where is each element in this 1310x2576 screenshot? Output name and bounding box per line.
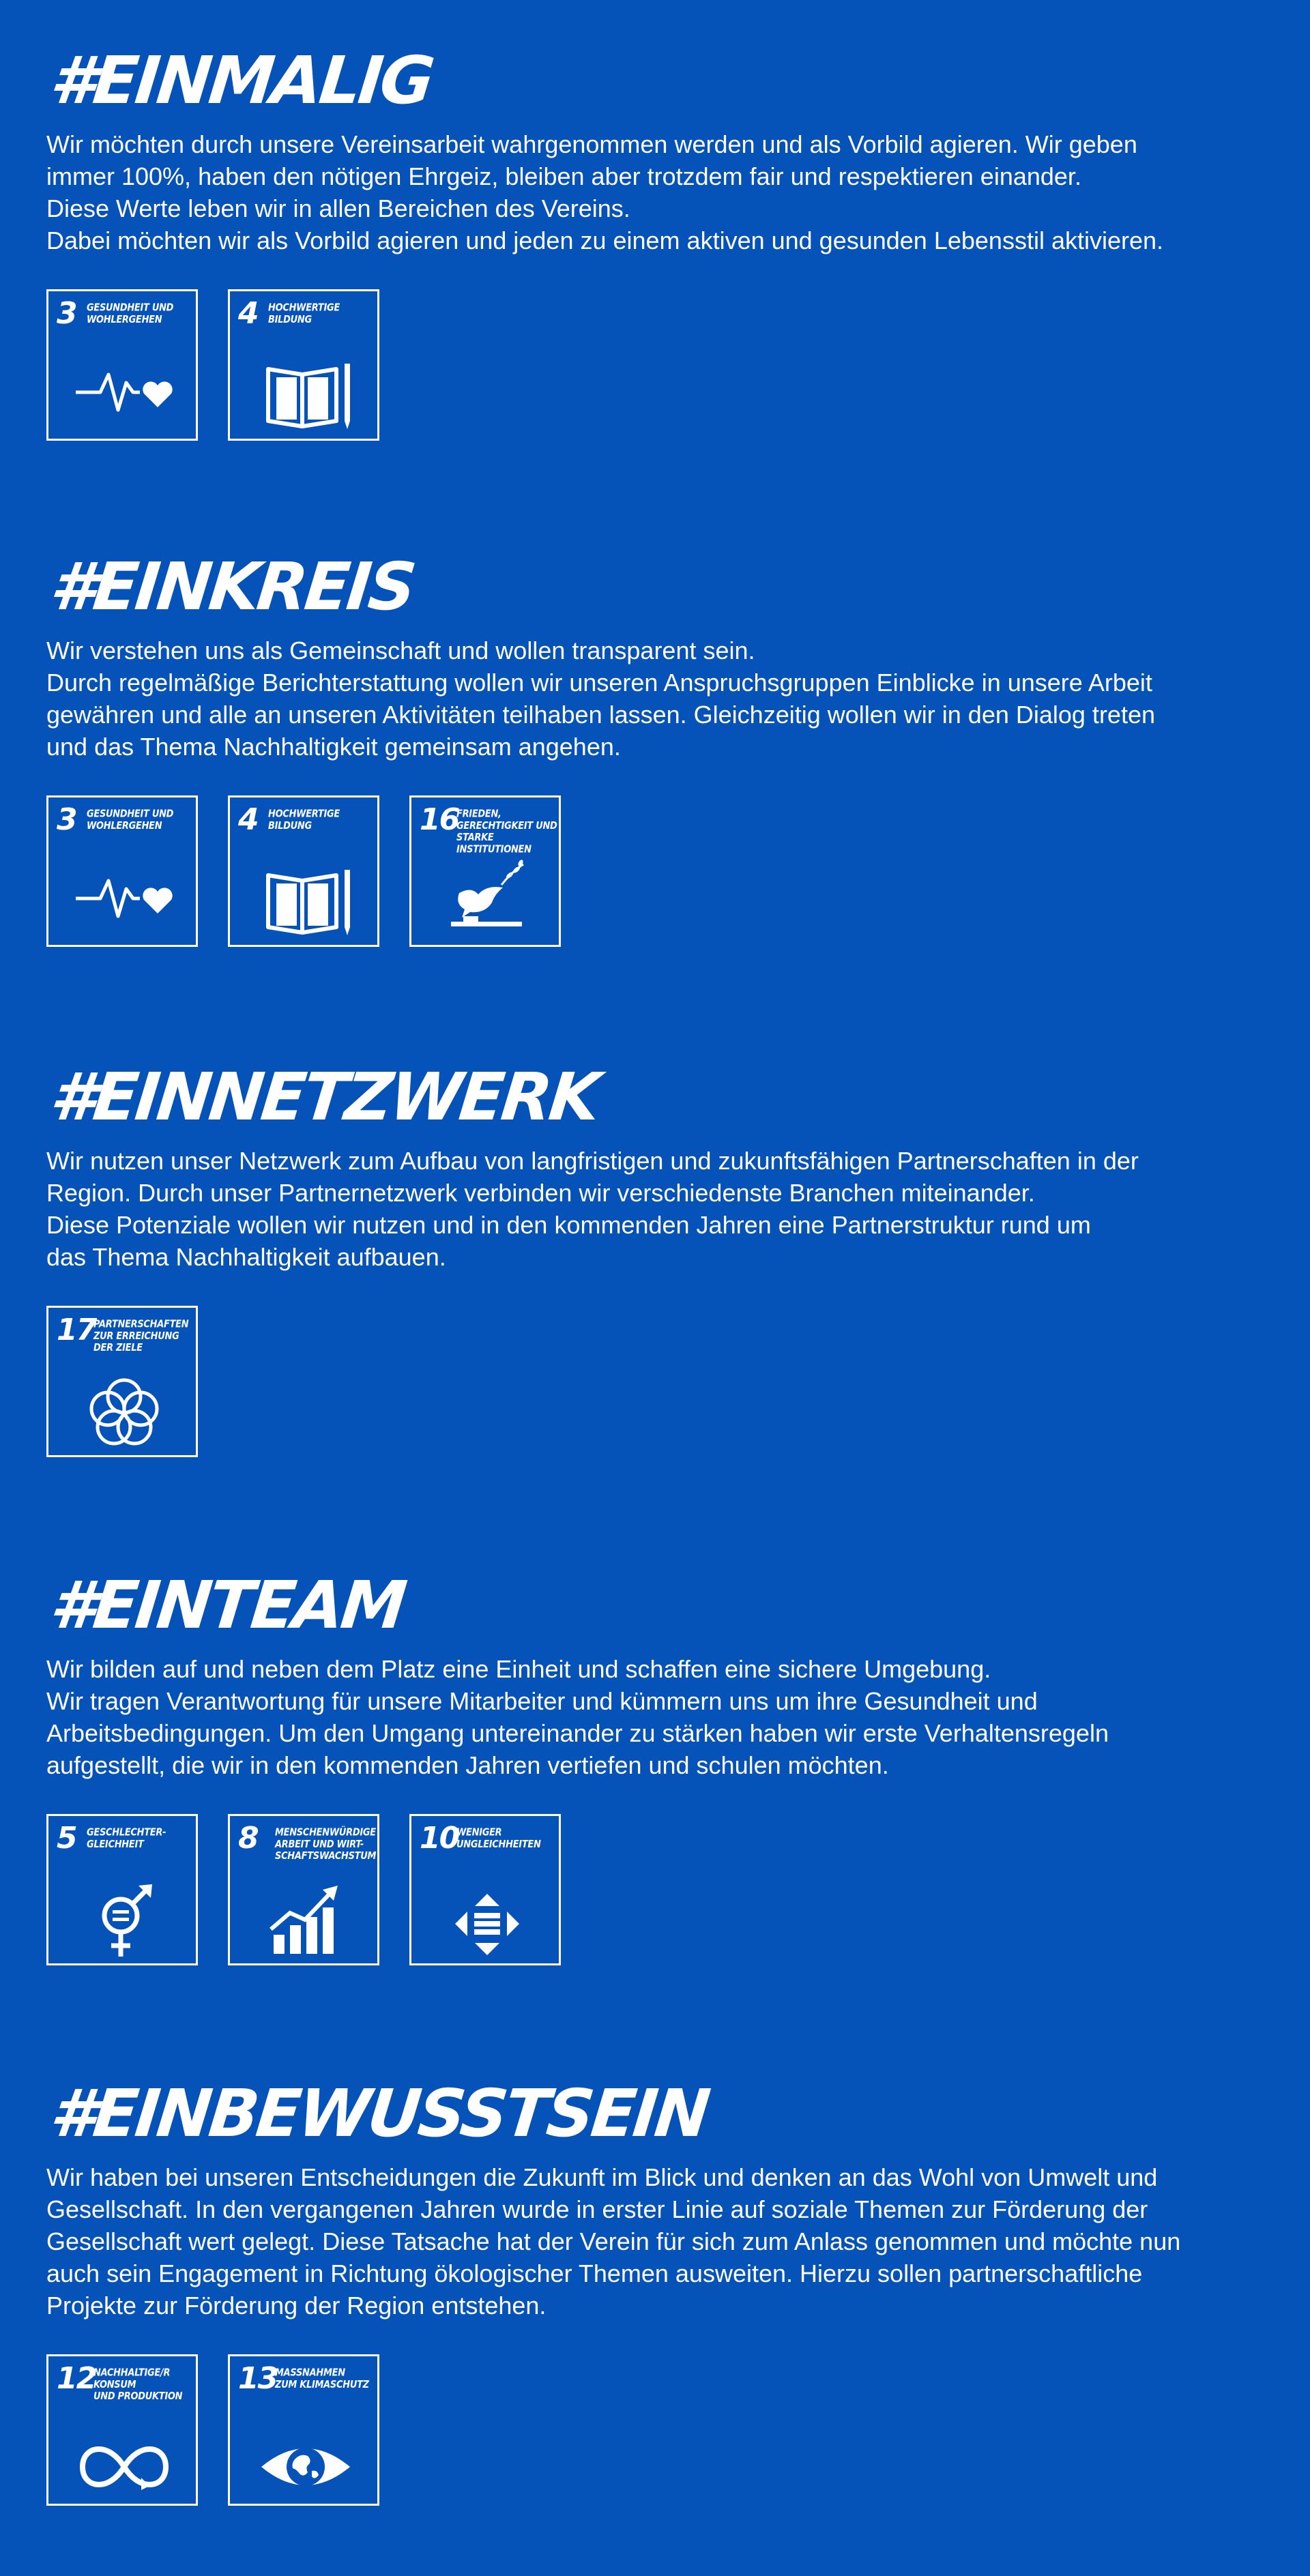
sdg-tiles (46, 289, 1247, 441)
sdg-number: 12 (57, 2361, 96, 2396)
text-line: Gesellschaft wert gelegt. Diese Tatsache hat der Verein für sich zum Anlass genommen und möchte nun (46, 2227, 1181, 2255)
sdg-tile-16 (409, 795, 561, 947)
section-text (46, 2161, 1247, 2322)
reduced-inequality-icon (436, 1869, 538, 1958)
text-line: Projekte zur Förderung der Region entstehen. (46, 2292, 547, 2319)
sdg-number: 10 (420, 1821, 459, 1856)
gender-equality-icon (73, 1869, 175, 1958)
text-line: Arbeitsbedingungen. Um den Umgang untereinander zu stärken haben wir erste Verhaltensregeln (46, 1719, 1109, 1747)
text-line: aufgestellt, die wir in den kommenden Jahren vertiefen und schulen möchten. (46, 1751, 889, 1779)
sdg-label: MENSCHENWÜRDIGE ARBEIT UND WIRT- SCHAFTSWACHSTUM (275, 1827, 377, 1862)
sdg-label: GESUNDHEIT UND WOHLERGEHEN (87, 302, 174, 326)
sdg-number: 16 (420, 802, 459, 837)
sdg-tile-8 (228, 1814, 379, 1965)
sdg-tile-12 (46, 2354, 198, 2506)
text-line: Durch regelmäßige Berichterstattung wollen wir unseren Anspruchsgruppen Einblicke in unsere Arbeit (46, 669, 1152, 697)
sdg-label: HOCHWERTIGE BILDUNG (268, 302, 340, 326)
sdg-tiles (46, 1306, 1247, 1457)
text-line: Region. Durch unser Partnernetzwerk verbinden wir verschiedenste Branchen miteinander. (46, 1179, 1035, 1207)
text-line: auch sein Engagement in Richtung ökologischer Themen ausweiten. Hierzu sollen partnerschaftliche (46, 2259, 1143, 2287)
sdg-tile-4 (228, 795, 379, 947)
text-line: Wir tragen Verantwortung für unsere Mitarbeiter und kümmern uns um ihre Gesundheit und (46, 1687, 1038, 1715)
text-line: Diese Werte leben wir in allen Bereichen des Vereins. (46, 194, 630, 222)
sdg-number: 13 (238, 2361, 278, 2396)
sdg-label: NACHHALTIGE/R KONSUM UND PRODUKTION (93, 2367, 183, 2403)
book-pencil-icon (254, 851, 357, 939)
section-text (46, 128, 1247, 257)
sdg-number: 17 (57, 1313, 96, 1347)
book-pencil-icon (254, 345, 357, 433)
sdg-tile-5 (46, 1814, 198, 1965)
sdg-label: FRIEDEN, GERECHTIGKEIT UND STARKE INSTITUTIONEN (456, 808, 557, 855)
sdg-number: 5 (57, 1821, 76, 1856)
infinity-icon (73, 2410, 175, 2498)
section-heading: #EINBEWUSSTSEIN (46, 2075, 712, 2152)
section-heading: #EINNETZWERK (46, 1059, 602, 1135)
sdg-tile-3 (46, 795, 198, 947)
sdg-number: 4 (238, 296, 258, 331)
text-line: Diese Potenziale wollen wir nutzen und in den kommenden Jahren eine Partnerstruktur rund um (46, 1211, 1091, 1239)
text-line: gewähren und alle an unseren Aktivitäten teilhaben lassen. Gleichzeitig wollen wir in den Dialog treten (46, 701, 1155, 729)
section-einteam (46, 1564, 1247, 1965)
section-einkreis (46, 546, 1247, 947)
text-line: Wir bilden auf und neben dem Platz eine Einheit und schaffen eine sichere Umgebung. (46, 1655, 991, 1683)
text-line: Wir möchten durch unsere Vereinsarbeit wahrgenommen werden und als Vorbild agieren. Wir geben (46, 130, 1137, 158)
section-einmalig (46, 40, 1247, 441)
sdg-label: WENIGER UNGLEICHHEITEN (456, 1827, 541, 1851)
interlocking-rings-icon (73, 1361, 175, 1450)
section-einnetzwerk (46, 1056, 1247, 1457)
text-line: Wir haben bei unseren Entscheidungen die Zukunft im Blick und denken an das Wohl von Umwelt und (46, 2163, 1158, 2191)
text-line: Wir nutzen unser Netzwerk zum Aufbau von langfristigen und zukunftsfähigen Partnerschaften in der (46, 1147, 1139, 1175)
heartbeat-icon (73, 851, 175, 939)
text-line: das Thema Nachhaltigkeit aufbauen. (46, 1243, 446, 1271)
dove-gavel-icon (436, 851, 538, 939)
sdg-tile-10 (409, 1814, 561, 1965)
sdg-number: 4 (238, 802, 258, 837)
sdg-label: GESCHLECHTER- GLEICHHEIT (87, 1827, 166, 1851)
sdg-tile-13 (228, 2354, 379, 2506)
text-line: und das Thema Nachhaltigkeit gemeinsam angehen. (46, 733, 621, 761)
sdg-label: GESUNDHEIT UND WOHLERGEHEN (87, 808, 174, 832)
sdg-label: PARTNERSCHAFTEN ZUR ERREICHUNG DER ZIELE (93, 1319, 189, 1354)
sdg-tile-3 (46, 289, 198, 441)
section-text (46, 634, 1247, 763)
sdg-number: 3 (57, 802, 76, 837)
sdg-tiles (46, 1814, 1247, 1965)
section-text (46, 1145, 1247, 1273)
section-heading: #EINMALIG (46, 42, 436, 119)
sdg-tiles (46, 795, 1247, 947)
earth-eye-icon (254, 2410, 357, 2498)
growth-chart-icon (254, 1869, 357, 1958)
sdg-tile-17 (46, 1306, 198, 1457)
section-heading: #EINTEAM (46, 1567, 408, 1643)
sdg-tiles (46, 2354, 1247, 2506)
sdg-number: 3 (57, 296, 76, 331)
sdg-label: HOCHWERTIGE BILDUNG (268, 808, 340, 832)
text-line: Wir verstehen uns als Gemeinschaft und wollen transparent sein. (46, 636, 755, 664)
section-heading: #EINKREIS (46, 548, 418, 625)
heartbeat-icon (73, 345, 175, 433)
section-einbewusstsein (46, 2073, 1247, 2506)
sdg-tile-4 (228, 289, 379, 441)
text-line: Dabei möchten wir als Vorbild agieren und jeden zu einem aktiven und gesunden Lebensstil aktivieren. (46, 226, 1164, 254)
section-text (46, 1653, 1247, 1781)
text-line: immer 100%, haben den nötigen Ehrgeiz, bleiben aber trotzdem fair und respektieren einander. (46, 162, 1081, 190)
sdg-number: 8 (238, 1821, 258, 1856)
text-line: Gesellschaft. In den vergangenen Jahren wurde in erster Linie auf soziale Themen zur Förderung der (46, 2195, 1148, 2223)
sdg-label: MASSNAHMEN ZUM KLIMASCHUTZ (275, 2367, 369, 2391)
